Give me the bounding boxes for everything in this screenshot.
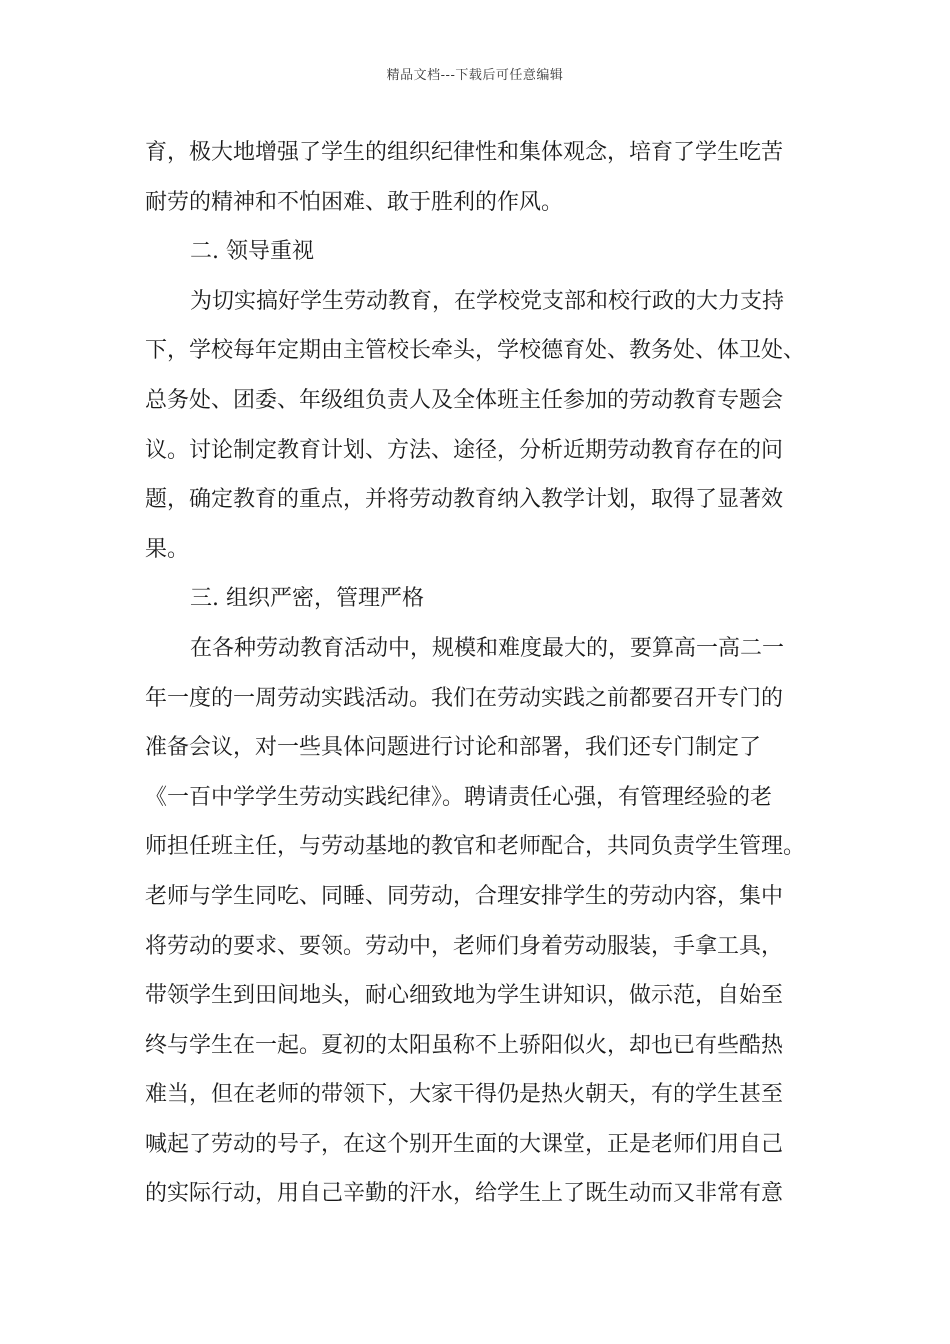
text-line: 议。讨论制定教育计划、方法、途径，分析近期劳动教育存在的问 [145, 437, 784, 463]
text-line: 下，学校每年定期由主管校长牵头，学校德育处、教务处、体卫处、 [145, 338, 806, 364]
text-line: 年一度的一周劳动实践活动。我们在劳动实践之前都要召开专门的 [145, 685, 784, 711]
text-line: 《一百中学学生劳动实践纪律》。聘请责任心强，有管理经验的老 [145, 784, 773, 810]
document-body [145, 128, 810, 1219]
text-line: 老师与学生同吃、同睡、同劳动，合理安排学生的劳动内容，集中 [145, 883, 784, 909]
text-line: 师担任班主任，与劳动基地的教官和老师配合，共同负责学生管理。 [145, 834, 806, 860]
section-heading: 二. 领导重视 [190, 239, 314, 265]
text-line: 题，确定教育的重点，并将劳动教育纳入教学计划，取得了显著效 [145, 487, 784, 513]
text-line: 的实际行动，用自己辛勤的汗水，给学生上了既生动而又非常有意 [145, 1181, 784, 1207]
text-line: 为切实搞好学生劳动教育，在学校党支部和校行政的大力支持 [190, 288, 785, 314]
page-header: 精品文档---下载后可任意编辑 [386, 68, 564, 83]
text-line: 难当，但在老师的带领下，大家干得仍是热火朝天，有的学生甚至 [145, 1082, 784, 1108]
text-line: 终与学生在一起。夏初的太阳虽称不上骄阳似火，却也已有些酷热 [145, 1032, 784, 1058]
text-line: 带领学生到田间地头，耐心细致地为学生讲知识，做示范，自始至 [145, 983, 784, 1009]
text-line: 喊起了劳动的号子，在这个别开生面的大课堂，正是老师们用自己 [145, 1131, 784, 1157]
text-line: 耐劳的精神和不怕困难、敢于胜利的作风。 [145, 189, 564, 215]
section-heading: 三. 组织严密，管理严格 [190, 586, 424, 612]
text-line: 将劳动的要求、要领。劳动中，老师们身着劳动服装，手拿工具， [145, 933, 784, 959]
text-line: 总务处、团委、年级组负责人及全体班主任参加的劳动教育专题会 [145, 387, 784, 413]
text-line: 准备会议，对一些具体问题进行讨论和部署，我们还专门制定了 [145, 735, 762, 761]
text-line: 果。 [145, 536, 190, 562]
text-line: 在各种劳动教育活动中，规模和难度最大的，要算高一高二一 [190, 635, 785, 661]
text-line: 育，极大地增强了学生的组织纪律性和集体观念，培育了学生吃苦 [145, 140, 784, 165]
